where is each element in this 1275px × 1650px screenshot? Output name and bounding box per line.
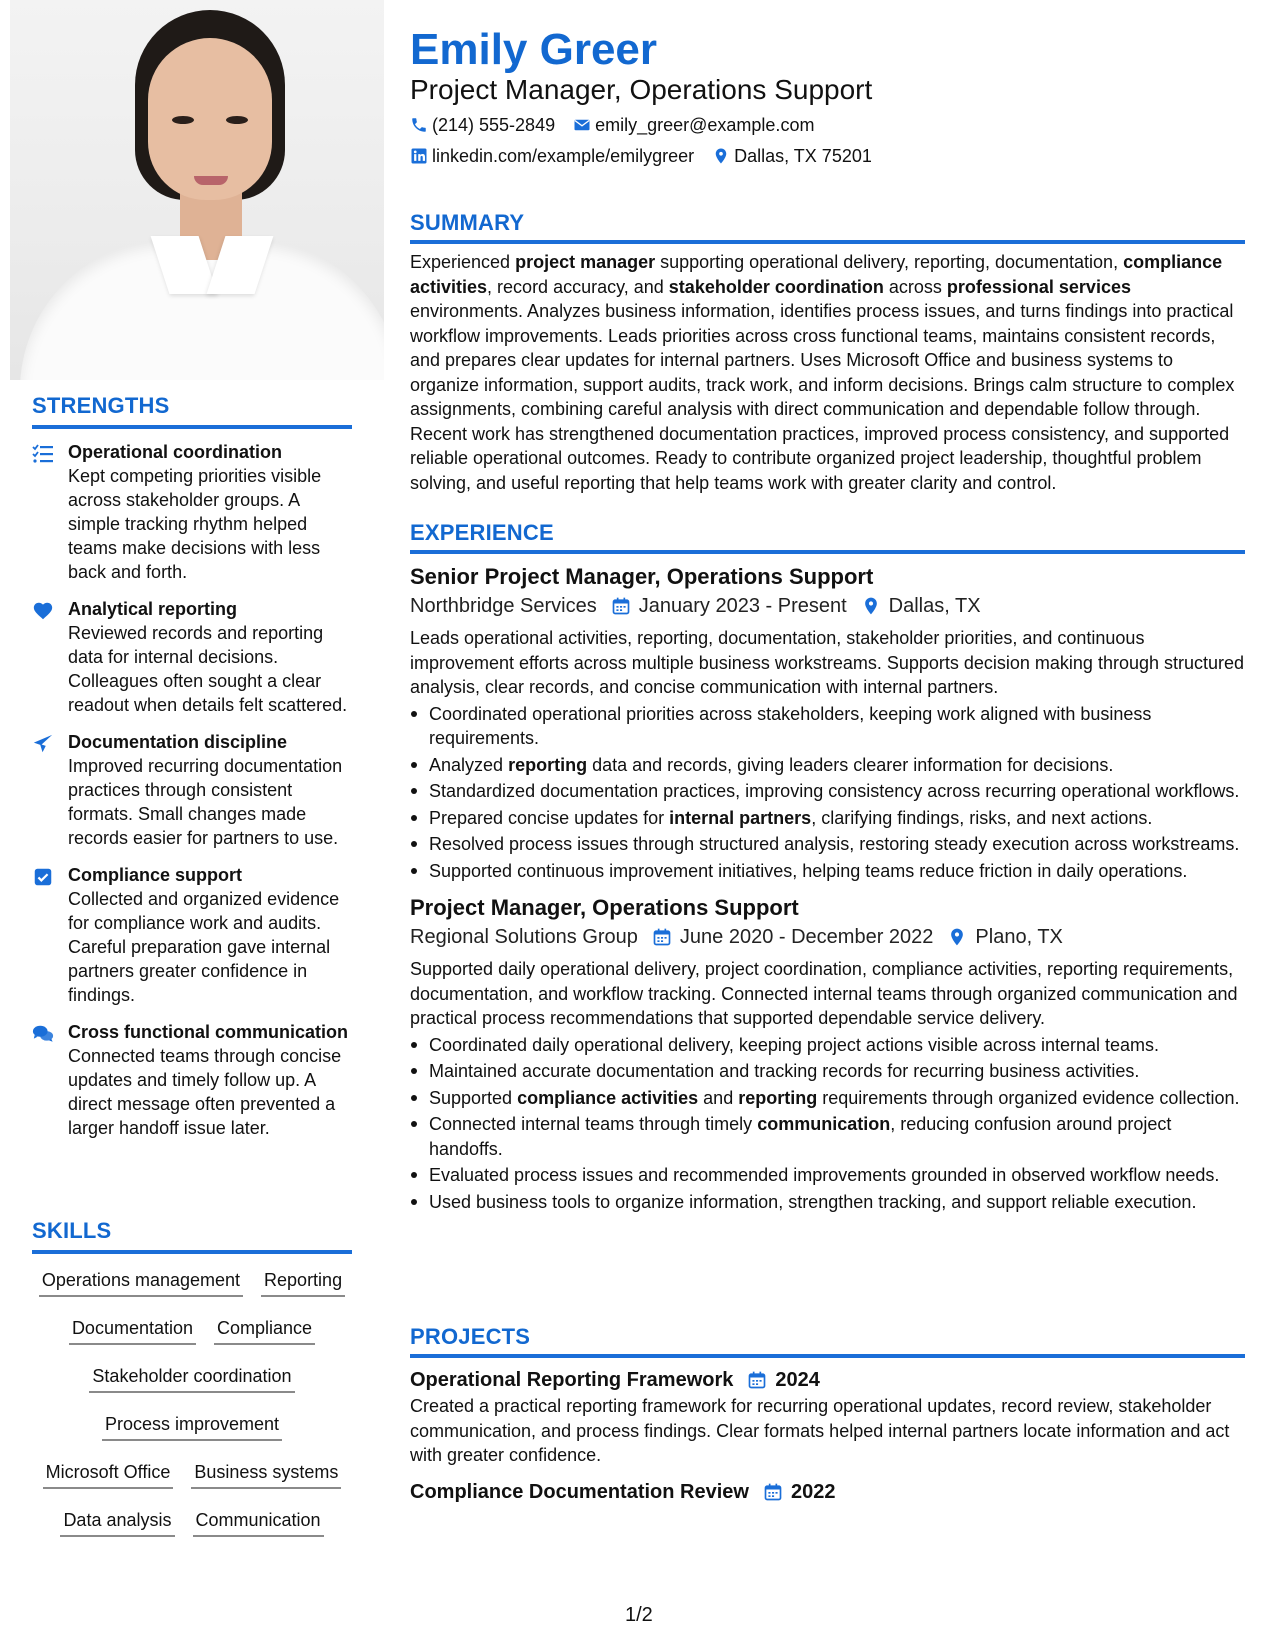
phone-icon xyxy=(410,116,428,134)
section-divider xyxy=(32,1250,352,1254)
job-description: Supported daily operational delivery, project coordination, compliance activities, reporting requirements, documentation, and workflow tracking. Connected internal teams through organized communication and practical process recommendations that supported dependable service delivery. xyxy=(410,959,1238,1028)
job-bullet: Evaluated process issues and recommended improvements grounded in observed workflow needs. xyxy=(410,1163,1245,1188)
job-bullet: Analyzed reporting data and records, giving leaders clearer information for decisions. xyxy=(410,753,1245,778)
project-description: Created a practical reporting framework for recurring operational updates, record review, stakeholder communication, and process findings. Clear formats helped internal partners locate information and act with greater confidence. xyxy=(410,1396,1230,1465)
job-bullet: Standardized documentation practices, improving consistency across recurring operational workflows. xyxy=(410,779,1245,804)
job-entry xyxy=(410,562,1245,883)
job-bullet: Used business tools to organize information, strengthen tracking, and support reliable execution. xyxy=(410,1190,1245,1215)
strength-description: Connected teams through concise updates and timely follow up. A direct message often prevented a larger handoff issue later. xyxy=(68,1046,342,1138)
skill-tag: Reporting xyxy=(261,1268,345,1297)
strength-description: Reviewed records and reporting data for internal decisions. Colleagues often sought a clear readout when details felt scattered. xyxy=(68,623,348,715)
strength-title: Cross functional communication xyxy=(68,1022,349,1042)
envelope-icon xyxy=(573,116,591,134)
project-title-row xyxy=(410,1478,1245,1506)
linkedin-icon xyxy=(410,147,428,165)
project-year: 2022 xyxy=(790,1480,836,1503)
skill-tag: Microsoft Office xyxy=(43,1460,174,1489)
job-meta xyxy=(410,592,1245,620)
chat-bubbles-icon xyxy=(32,1023,54,1045)
project-year: 2024 xyxy=(775,1369,820,1391)
job-location: Plano, TX xyxy=(975,926,1063,948)
summary-heading: SUMMARY xyxy=(410,210,525,235)
contact-row xyxy=(410,113,832,137)
project-title: Compliance Documentation Review xyxy=(410,1480,749,1503)
calendar-icon xyxy=(747,1370,767,1390)
job-bullets xyxy=(410,1033,1245,1215)
section-divider xyxy=(410,1354,1245,1358)
summary-text: Experienced project manager supporting operational delivery, reporting, documentation, compliance activities, record accuracy, and stakeholder coordination across professional services environments. Analyzes business information, identifies process issues, and turns findings into practical workflow improvements. Leads priorities across cross functional teams, maintains consistent records, and prepares clear updates for internal partners. Uses Microsoft Office and business systems to organize information, support audits, track work, and inform decisions. Brings calm structure to complex assignments, combining careful analysis with direct communication and dependable follow through. Recent work has strengthened documentation practices, improved process consistency, and supported reliable operational outcomes. Ready to contribute organized project leadership, thoughtful problem solving, and useful reporting that help teams work with greater clarity and control. xyxy=(410,252,1235,493)
projects-heading: PROJECTS xyxy=(410,1324,531,1349)
section-divider xyxy=(32,425,352,429)
calendar-icon xyxy=(652,927,672,947)
strength-item xyxy=(32,731,352,850)
strength-item xyxy=(32,1021,352,1140)
skill-tag: Operations management xyxy=(39,1268,243,1297)
location-text: Dallas, TX 75201 xyxy=(734,146,872,166)
heart-icon xyxy=(32,600,54,622)
strength-title: Operational coordination xyxy=(68,442,283,462)
phone-contact[interactable] xyxy=(410,113,555,137)
strength-description: Kept competing priorities visible across stakeholder groups. A simple tracking rhythm helped teams make decisions with less back and forth. xyxy=(68,466,322,582)
experience-heading: EXPERIENCE xyxy=(410,520,554,545)
job-bullet: Supported continuous improvement initiatives, helping teams reduce friction in daily operations. xyxy=(410,859,1245,884)
contact-row xyxy=(410,144,890,168)
job-title: Senior Project Manager, Operations Support xyxy=(410,564,874,589)
candidate-name: Emily Greer xyxy=(410,25,658,74)
company-name: Northbridge Services xyxy=(410,595,597,617)
left-column xyxy=(0,0,372,1650)
strength-title: Compliance support xyxy=(68,865,243,885)
location-pin-icon xyxy=(861,596,881,616)
location-pin-icon xyxy=(712,147,730,165)
job-dates: January 2023 - Present xyxy=(638,595,847,617)
strength-description: Improved recurring documentation practices through consistent formats. Small changes made records easier for partners to use. xyxy=(68,756,343,848)
checkbox-icon xyxy=(32,866,54,888)
job-bullet: Coordinated operational priorities across stakeholders, keeping work aligned with business requirements. xyxy=(410,702,1245,751)
job-bullet: Resolved process issues through structured analysis, restoring steady execution across workstreams. xyxy=(410,832,1245,857)
job-bullet: Connected internal teams through timely communication, reducing confusion around project handoffs. xyxy=(410,1112,1245,1161)
job-title: Project Manager, Operations Support xyxy=(410,895,799,920)
section-divider xyxy=(410,550,1245,554)
strength-title: Documentation discipline xyxy=(68,732,288,752)
summary-section xyxy=(410,210,1245,495)
job-bullet: Prepared concise updates for internal partners, clarifying findings, risks, and next actions. xyxy=(410,806,1245,831)
job-bullet: Coordinated daily operational delivery, keeping project actions visible across internal teams. xyxy=(410,1033,1245,1058)
section-divider xyxy=(410,240,1245,244)
project-entry xyxy=(410,1478,1245,1506)
skill-tag: Compliance xyxy=(214,1316,315,1345)
email-contact[interactable] xyxy=(573,113,814,137)
linkedin-contact[interactable] xyxy=(410,144,694,168)
list-check-icon xyxy=(32,443,54,465)
job-bullet: Maintained accurate documentation and tracking records for recurring business activities. xyxy=(410,1059,1245,1084)
calendar-icon xyxy=(611,596,631,616)
skill-tag: Documentation xyxy=(69,1316,196,1345)
experience-section xyxy=(410,520,1245,1216)
strength-item xyxy=(32,864,352,1007)
skill-tag: Business systems xyxy=(191,1460,341,1489)
skill-tag: Stakeholder coordination xyxy=(89,1364,294,1393)
candidate-headline: Project Manager, Operations Support xyxy=(410,74,873,105)
location-contact xyxy=(712,144,872,168)
skill-tag: Data analysis xyxy=(60,1508,174,1537)
strength-description: Collected and organized evidence for compliance work and audits. Careful preparation gave internal partners greater confidence in findings. xyxy=(68,889,340,1005)
strength-item xyxy=(32,598,352,717)
strength-item xyxy=(32,441,352,584)
skill-tag: Communication xyxy=(193,1508,324,1537)
job-entry xyxy=(410,893,1245,1214)
calendar-icon xyxy=(763,1482,783,1502)
email-text: emily_greer@example.com xyxy=(595,115,815,135)
linkedin-text: linkedin.com/example/emilygreer xyxy=(432,146,695,166)
job-bullets xyxy=(410,702,1245,884)
strengths-section xyxy=(32,393,352,1140)
page-number: 1/2 xyxy=(625,1604,653,1626)
job-meta xyxy=(410,923,1245,951)
projects-section xyxy=(410,1324,1245,1506)
strength-title: Analytical reporting xyxy=(68,599,238,619)
profile-photo xyxy=(10,0,384,380)
job-bullet: Supported compliance activities and reporting requirements through organized evidence collection. xyxy=(410,1086,1245,1111)
skill-tag: Process improvement xyxy=(102,1412,282,1441)
skills-heading: SKILLS xyxy=(32,1218,112,1243)
phone-text: (214) 555-2849 xyxy=(432,115,556,135)
job-dates: June 2020 - December 2022 xyxy=(679,926,934,948)
strengths-heading: STRENGTHS xyxy=(32,393,170,418)
location-pin-icon xyxy=(947,927,967,947)
company-name: Regional Solutions Group xyxy=(410,926,638,948)
skills-section xyxy=(32,1218,352,1537)
project-title: Operational Reporting Framework xyxy=(410,1369,734,1391)
skills-list xyxy=(32,1268,352,1537)
project-title-row xyxy=(410,1366,1245,1394)
project-entry xyxy=(410,1366,1245,1468)
paper-plane-icon xyxy=(32,733,54,755)
job-location: Dallas, TX xyxy=(888,595,981,617)
job-description: Leads operational activities, reporting, documentation, stakeholder priorities, and continuous improvement efforts across multiple business workstreams. Supports decision making through structured analysis, clear records, and concise communication with internal partners. xyxy=(410,628,1245,697)
